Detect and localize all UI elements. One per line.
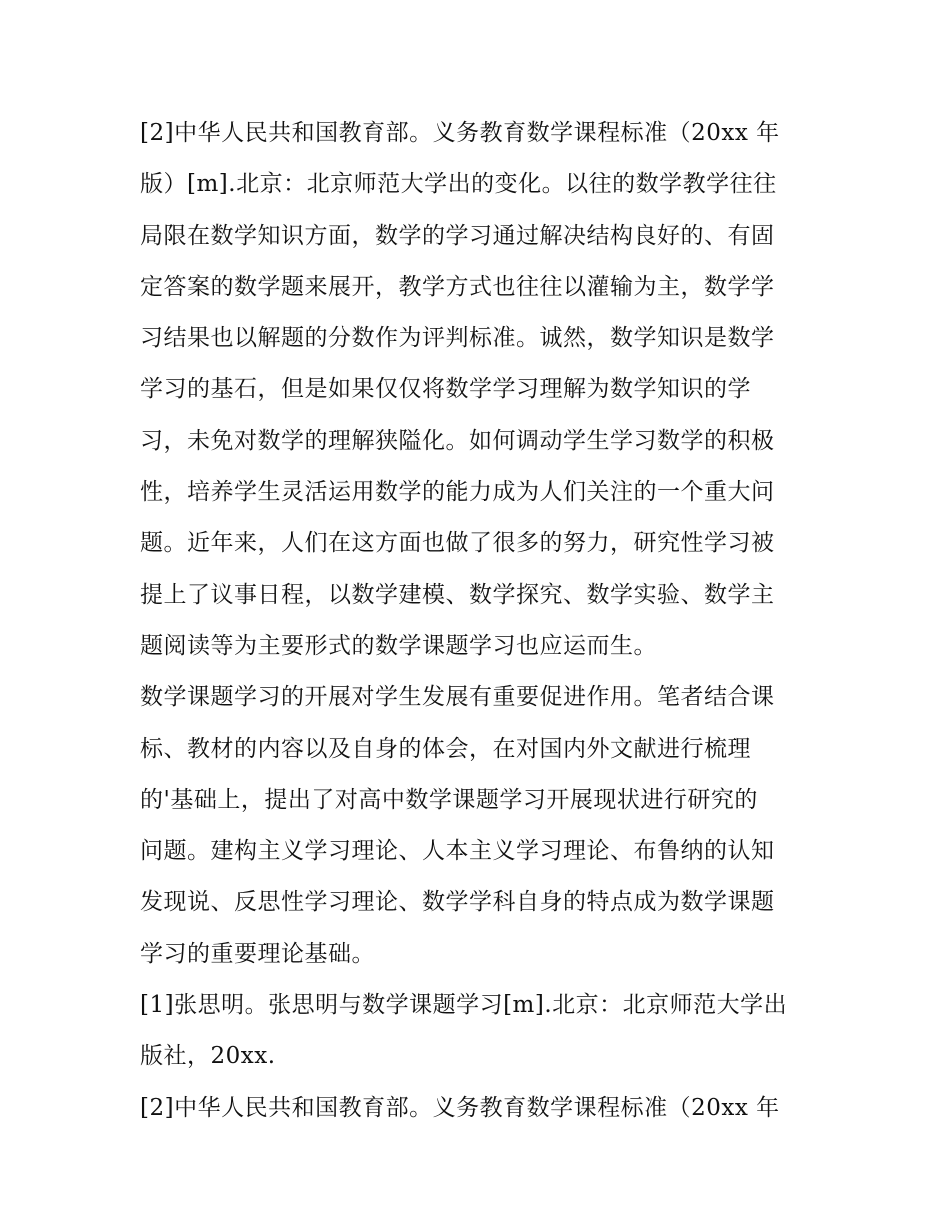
text-line: [2]中华人民共和国教育部。义务教育数学课程标准（20xx 年 <box>140 1094 780 1121</box>
text-line: 题。近年来，人们在这方面也做了很多的努力，研究性学习被 <box>140 530 775 557</box>
text-line: 局限在数学知识方面，数学的学习通过解决结构良好的、有固 <box>140 222 775 249</box>
text-line: [2]中华人民共和国教育部。义务教育数学课程标准（20xx 年 <box>140 120 780 146</box>
text-line: 版社，20xx. <box>140 1043 276 1070</box>
text-line: 数学课题学习的开展对学生发展有重要促进作用。笔者结合课 <box>140 684 775 711</box>
text-line: 学习的基石，但是如果仅仅将数学学习理解为数学知识的学 <box>140 376 751 403</box>
text-line: 学习的重要理论基础。 <box>140 940 375 967</box>
text-line: 定答案的数学题来展开，教学方式也往往以灌输为主，数学学 <box>140 273 775 300</box>
text-line: 习，未免对数学的理解狭隘化。如何调动学生学习数学的积极 <box>140 427 775 454</box>
text-line: 题阅读等为主要形式的数学课题学习也应运而生。 <box>140 632 657 659</box>
text-line: 版）[m].北京：北京师范大学出的变化。以往的数学教学往往 <box>140 171 777 198</box>
text-line: 提上了议事日程，以数学建模、数学探究、数学实验、数学主 <box>140 581 775 608</box>
text-line: [1]张思明。张思明与数学课题学习[m].北京：北京师范大学出 <box>140 992 788 1019</box>
text-line: 标、教材的内容以及自身的体会，在对国内外文献进行梳理 <box>140 735 751 762</box>
text-line: 的'基础上，提出了对高中数学课题学习开展现状进行研究的 <box>140 786 758 813</box>
document-body <box>140 108 820 1134</box>
text-line: 性，培养学生灵活运用数学的能力成为人们关注的一个重大问 <box>140 479 775 506</box>
text-line: 习结果也以解题的分数作为评判标准。诚然，数学知识是数学 <box>140 325 775 352</box>
text-line: 发现说、反思性学习理论、数学学科自身的特点成为数学课题 <box>140 889 775 916</box>
text-line: 问题。建构主义学习理论、人本主义学习理论、布鲁纳的认知 <box>140 838 775 865</box>
